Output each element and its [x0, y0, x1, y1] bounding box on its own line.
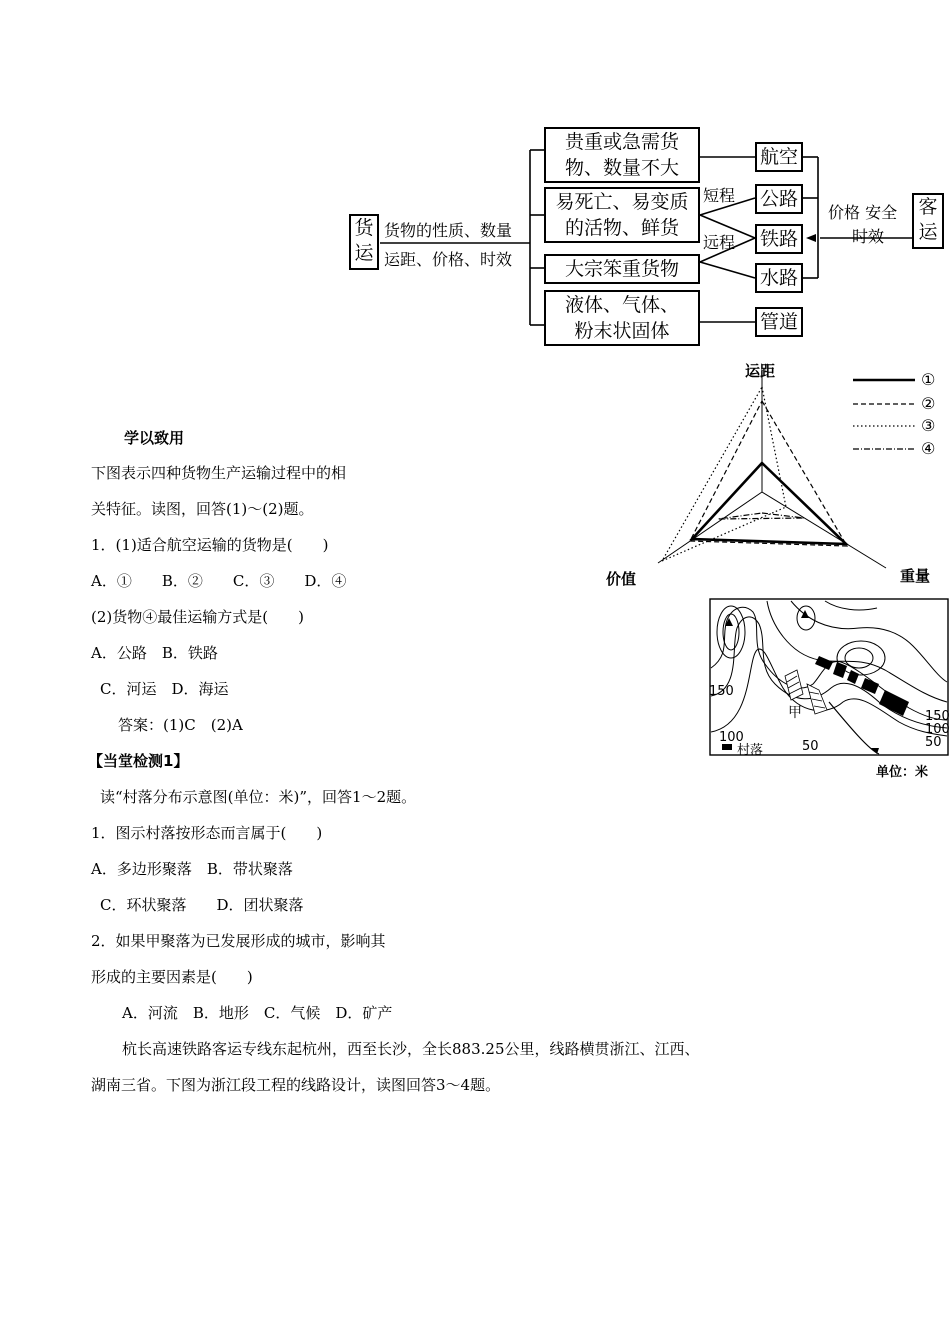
contour-label: 50 — [802, 739, 819, 754]
map-frame — [710, 599, 948, 755]
check-question-1-options-b: C．环状聚落 D．团状聚落 — [100, 896, 304, 914]
freight-box — [349, 214, 379, 270]
flowchart-connectors — [0, 0, 950, 360]
radar-axis-value-label: 价值 — [606, 570, 637, 588]
contour-label: 100 — [719, 730, 744, 745]
legend-label-4: ④ — [921, 439, 936, 458]
radar-axis-distance-label: 运距 — [745, 362, 776, 380]
goods-box-line: 大宗笨重货物 — [564, 258, 679, 280]
check-question-1: 1．图示村落按形态而言属于( ) — [91, 824, 323, 842]
goods-box-perishable — [544, 187, 700, 243]
paragraph-line-2: 湖南三省。下图为浙江段工程的线路设计，读图回答3～4题。 — [91, 1076, 501, 1094]
paragraph-line-1: 杭长高速铁路客运专线东起杭州，西至长沙，全长883.25公里，线路横贯浙江、江西、 — [122, 1040, 700, 1058]
passenger-box — [912, 193, 944, 249]
goods-box-line: 粉末状固体 — [574, 320, 670, 342]
passenger-factors-line1: 价格 安全 — [828, 203, 898, 222]
goods-box-valuable — [544, 127, 700, 183]
check-question-2-line-2: 形成的主要因素是( ) — [91, 968, 253, 986]
legend-label-3: ③ — [921, 416, 936, 435]
contour-label: 50 — [925, 735, 942, 750]
intro-line-2: 关特征。读图，回答(1)～(2)题。 — [91, 500, 314, 518]
series-1-polygon — [692, 463, 846, 544]
settlement-jia-label: 甲 — [788, 705, 802, 721]
contour-label: 150 — [709, 684, 734, 699]
section-title-check: 【当堂检测1】 — [88, 752, 189, 770]
legend-label-1: ① — [921, 370, 936, 389]
mode-water: 水路 — [755, 263, 803, 293]
goods-box-bulky — [544, 254, 700, 284]
question-1-1: 1．(1)适合航空运输的货物是( ) — [91, 536, 329, 554]
question-1-1-options: A．① B．② C．③ D．④ — [91, 572, 347, 590]
check-question-1-options-a: A．多边形聚落 B．带状聚落 — [91, 860, 293, 878]
freight-factors-line2: 运距、价格、时效 — [384, 250, 513, 269]
mode-air: 航空 — [755, 142, 803, 172]
check-question-2-line-1: 2．如果甲聚落为已发展形成的城市，影响其 — [91, 932, 386, 950]
section-title-apply: 学以致用 — [124, 429, 185, 447]
radar-axis-weight-label: 重量 — [900, 567, 931, 585]
question-1-2-options-a: A．公路 B．铁路 — [91, 644, 218, 662]
contour-label: 100 — [925, 722, 950, 737]
freight-factors-line1: 货物的性质、数量 — [384, 221, 513, 240]
read-instruction: 读“村落分布示意图(单位：米)”，回答1～2题。 — [100, 788, 417, 806]
contour-map-svg — [709, 598, 949, 758]
mode-road: 公路 — [755, 184, 803, 214]
contour-label: 150 — [925, 709, 950, 724]
answer-line: 答案：(1)C (2)A — [118, 716, 243, 734]
long-distance-label: 远程 — [703, 233, 736, 252]
village-legend-label: 村落 — [737, 743, 764, 758]
check-question-2-options: A．河流 B．地形 C．气候 D．矿产 — [122, 1004, 393, 1022]
goods-box-fluid — [544, 290, 700, 346]
passenger-factors-line2: 时效 — [852, 227, 885, 246]
question-1-2-options-b: C．河运 D．海运 — [100, 680, 229, 698]
goods-box-line: 易死亡、易变质 — [555, 191, 689, 213]
radar-svg — [590, 355, 950, 595]
goods-box-line: 液体、气体、 — [564, 294, 679, 316]
goods-box-line: 的活物、鲜货 — [564, 217, 679, 239]
short-distance-label: 短程 — [703, 186, 736, 205]
freight-char-2: 运 — [354, 242, 374, 264]
mode-rail: 铁路 — [755, 224, 803, 254]
passenger-char-1: 客 — [918, 196, 938, 218]
passenger-char-2: 运 — [918, 221, 938, 243]
intro-line-1: 下图表示四种货物生产运输过程中的相 — [91, 464, 347, 482]
goods-box-line: 物、数量不大 — [564, 157, 679, 179]
freight-char-1: 货 — [354, 217, 374, 239]
map-unit-label: 单位：米 — [876, 765, 929, 780]
axis-weight — [762, 492, 886, 568]
mode-pipeline: 管道 — [755, 307, 803, 337]
legend-label-2: ② — [921, 394, 936, 413]
goods-box-line: 贵重或急需货 — [564, 131, 679, 153]
series-2-polygon — [690, 401, 847, 546]
series-4-polygon — [718, 513, 804, 519]
question-1-2: (2)货物④最佳运输方式是( ) — [91, 608, 304, 626]
